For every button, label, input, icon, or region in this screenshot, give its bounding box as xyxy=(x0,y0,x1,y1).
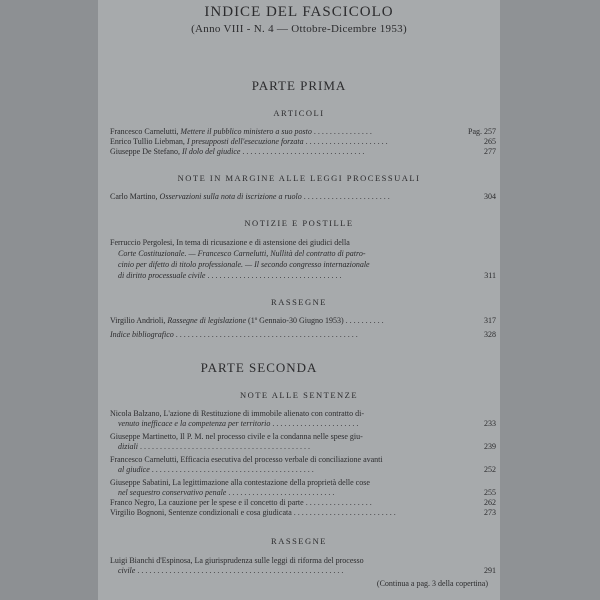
toc-entry: diziali . . . . . . . . . . . . . . . . . . . . . . . . . . . . . . . . . . . . . . . . . . . 239 xyxy=(118,442,496,451)
toc-entry: Virgilio Andrioli, Rassegne di legislazione (1º Gennaio-30 Giugno 1953) . . . . . . . . . . 317 xyxy=(110,316,496,325)
toc-text-line: cinio per difetto di titolo professionale. — Il secondo congresso internazionale xyxy=(118,260,370,269)
toc-text-line: Luigi Bianchi d'Espinosa, La giurisprudenza sulle leggi di riforma del processo xyxy=(110,556,364,565)
toc-entry: Giuseppe De Stefano, Il dolo del giudice . . . . . . . . . . . . . . . . . . . . . . . . . . . . . . . 277 xyxy=(110,147,496,156)
toc-entry: Indice bibliografico . . . . . . . . . . . . . . . . . . . . . . . . . . . . . . . . . . . . . . . . . . . . . . 328 xyxy=(110,330,496,339)
toc-entry: Virgilio Bognoni, Sentenze condizionali e cosa giudicata . . . . . . . . . . . . . . . . . . . . . . . . . . 273 xyxy=(110,508,496,517)
toc-entry: Enrico Tullio Liebman, I presupposti dell'esecuzione forzata . . . . . . . . . . . . . . . . . . . . . 265 xyxy=(110,137,496,146)
toc-text-line: Corte Costituzionale. — Francesco Carnelutti, Nullità del contratto di patro- xyxy=(118,249,366,258)
part-one-title: PARTE PRIMA xyxy=(251,78,347,93)
toc-entry: venuto inefficace e la competenza per territorio . . . . . . . . . . . . . . . . . . . . . . 233 xyxy=(118,419,496,428)
note-margine-heading: NOTE IN MARGINE ALLE LEGGI PROCESSUALI xyxy=(177,173,421,183)
page-subtitle: (Anno VIII - N. 4 — Ottobre-Dicembre 1953) xyxy=(191,23,407,35)
toc-text-line: Francesco Carnelutti, Efficacia esecutiva del processo verbale di conciliazione avanti xyxy=(110,455,383,464)
toc-entry: di diritto processuale civile . . . . . . . . . . . . . . . . . . . . . . . . . . . . . . . . . . 311 xyxy=(118,271,496,280)
left-margin xyxy=(0,0,98,600)
page-title: INDICE DEL FASCICOLO xyxy=(204,4,394,20)
rassegne-heading-2: RASSEGNE xyxy=(271,536,327,546)
toc-entry: Carlo Martino, Osservazioni sulla nota di iscrizione a ruolo . . . . . . . . . . . . . . . . . . . . . . 304 xyxy=(110,192,496,201)
toc-entry: al giudice . . . . . . . . . . . . . . . . . . . . . . . . . . . . . . . . . . . . . . . . . 252 xyxy=(118,465,496,474)
rassegne-heading: RASSEGNE xyxy=(271,297,327,307)
toc-text-line: Giuseppe Sabatini, La legittimazione alla contestazione della proprietà delle cose xyxy=(110,478,370,487)
part-two-title: PARTE SECONDA xyxy=(200,360,318,375)
note-sentenze-heading: NOTE ALLE SENTENZE xyxy=(239,390,359,400)
toc-entry: Francesco Carnelutti, Mettere il pubblico ministero a suo posto . . . . . . . . . . . . . . . Pag. 257 xyxy=(110,127,496,136)
index-page xyxy=(98,0,500,600)
footer-note: (Continua a pag. 3 della copertina) xyxy=(376,579,488,588)
articoli-heading: ARTICOLI xyxy=(273,108,325,118)
toc-entry: civile . . . . . . . . . . . . . . . . . . . . . . . . . . . . . . . . . . . . . . . . . . . . . . . . . . . . 291 xyxy=(118,566,496,575)
right-margin xyxy=(500,0,600,600)
notizie-heading: NOTIZIE E POSTILLE xyxy=(244,218,354,228)
toc-entry: Franco Negro, La cauzione per le spese e il concetto di parte . . . . . . . . . . . . . . . . . 262 xyxy=(110,498,496,507)
toc-text-line: Giuseppe Martinetto, Il P. M. nel processo civile e la condanna nelle spese giu- xyxy=(110,432,363,441)
toc-text-line: Nicola Balzano, L'azione di Restituzione di immobile alienato con contratto di- xyxy=(110,409,365,418)
toc-entry: nel sequestro conservativo penale . . . . . . . . . . . . . . . . . . . . . . . . . . . 255 xyxy=(118,488,496,497)
toc-text-line: Ferruccio Pergolesi, In tema di ricusazione e di astensione dei giudici della xyxy=(110,238,350,247)
